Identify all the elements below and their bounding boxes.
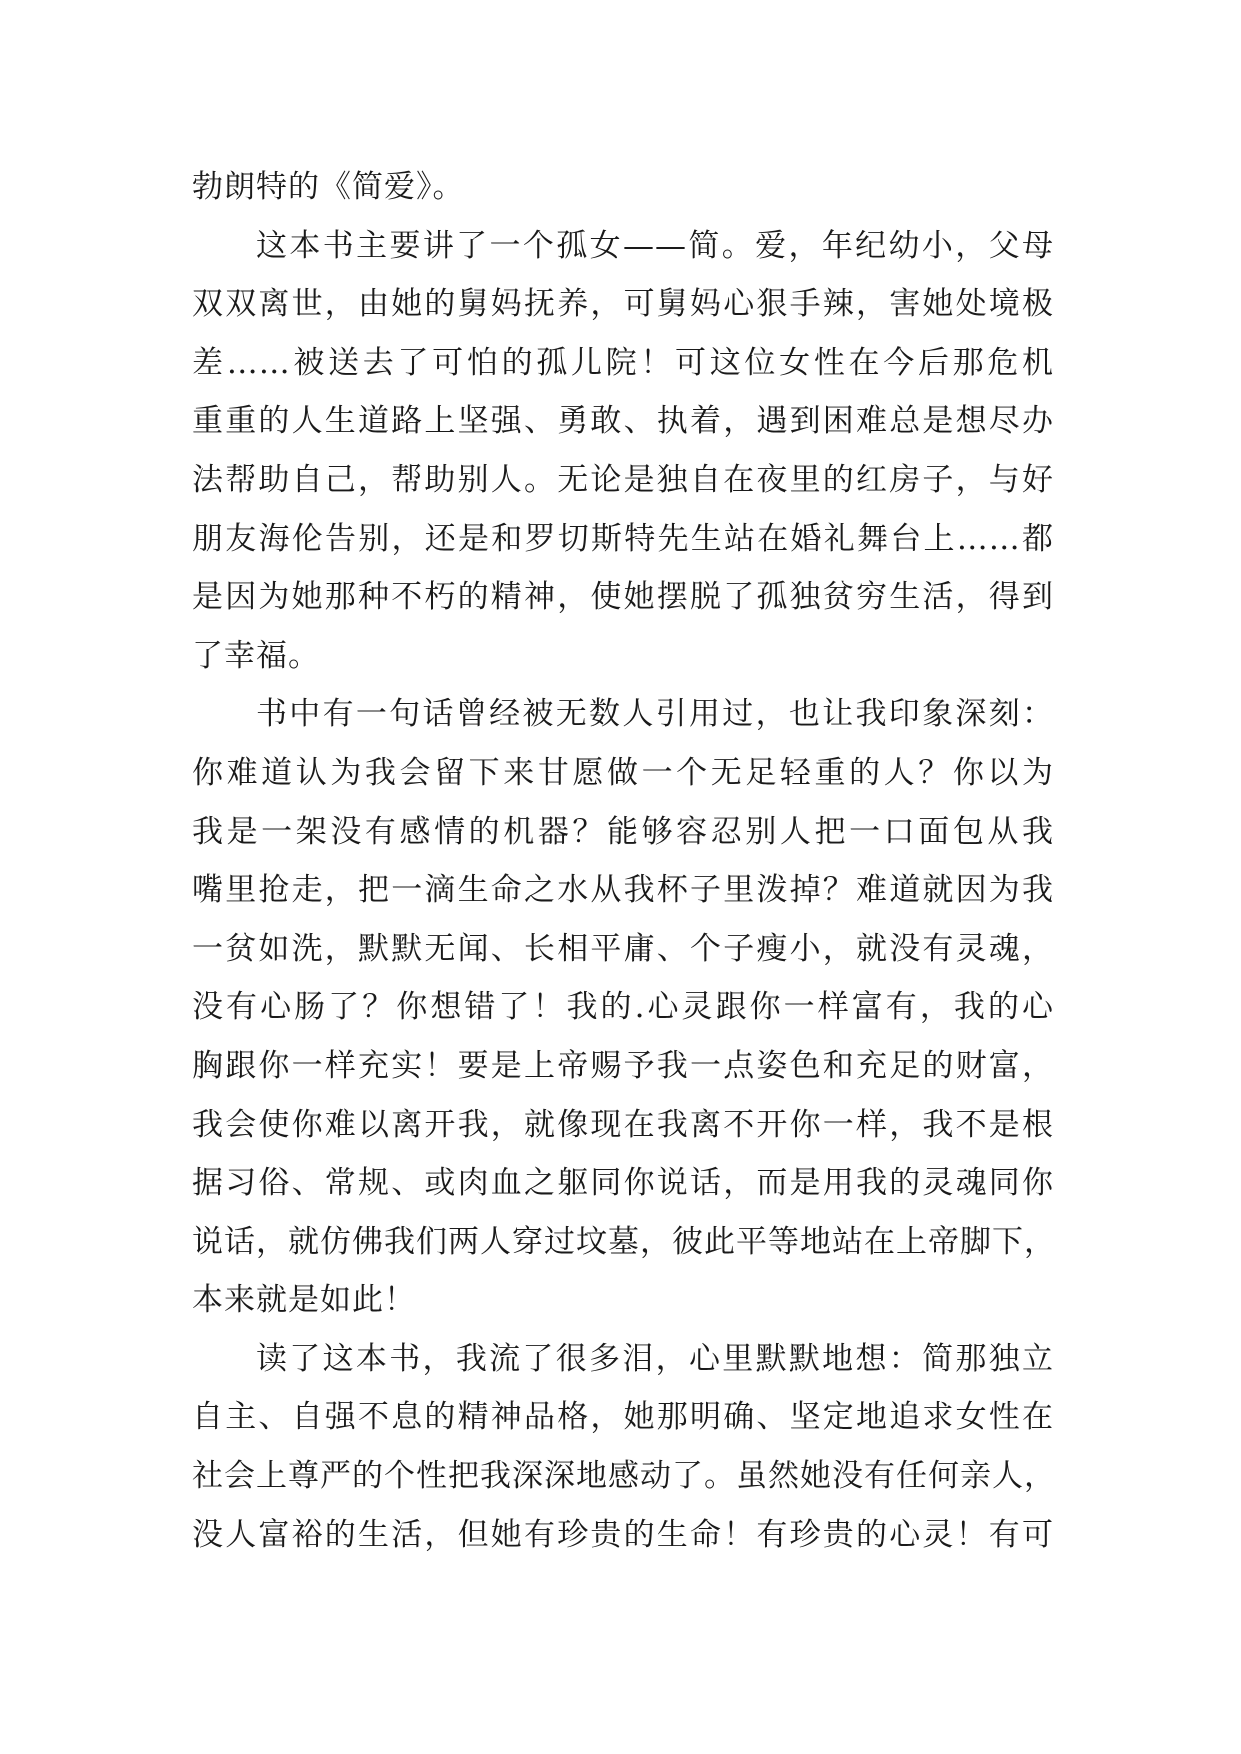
text-line: 自主、自强不息的精神品格，她那明确、坚定地追求女性在 <box>192 1399 1054 1436</box>
text-line: 双双离世，由她的舅妈抚养，可舅妈心狠手辣，害她处境极 <box>192 286 1054 323</box>
text-line: 了幸福。 <box>192 637 320 674</box>
text-line: 勃朗特的《简爱》。 <box>192 169 465 205</box>
text-line: 没人富裕的生活，但她有珍贵的生命！有珍贵的心灵！有可 <box>192 1516 1054 1553</box>
text-body <box>192 158 1054 1564</box>
text-line: 本来就是如此！ <box>192 1282 416 1319</box>
text-line: 胸跟你一样充实！要是上帝赐予我一点姿色和充足的财富， <box>192 1047 1054 1084</box>
text-line: 社会上尊严的个性把我深深地感动了。虽然她没有任何亲人， <box>192 1458 1056 1495</box>
text-line: 法帮助自己，帮助别人。无论是独自在夜里的红房子，与好 <box>192 461 1054 498</box>
text-line: 是因为她那种不朽的精神，使她摆脱了孤独贫穷生活，得到 <box>192 579 1054 616</box>
text-line: 差……被送去了可怕的孤儿院！可这位女性在今后那危机 <box>192 344 1054 381</box>
paragraph-first-line: 这本书主要讲了一个孤女——简。爱，年纪幼小，父母 <box>256 227 1054 264</box>
text-line: 我是一架没有感情的机器？能够容忍别人把一口面包从我 <box>192 813 1054 850</box>
text-line: 嘴里抢走，把一滴生命之水从我杯子里泼掉？难道就因为我 <box>192 872 1054 909</box>
text-line: 据习俗、常规、或肉血之躯同你说话，而是用我的灵魂同你 <box>192 1165 1054 1202</box>
text-line: 我会使你难以离开我，就像现在我离不开你一样，我不是根 <box>192 1106 1054 1143</box>
text-line: 重重的人生道路上坚强、勇敢、执着，遇到困难总是想尽办 <box>192 403 1054 440</box>
paragraph-first-line: 读了这本书，我流了很多泪，心里默默地想：简那独立 <box>256 1340 1054 1377</box>
text-line: 没有心肠了？你想错了！我的.心灵跟你一样富有，我的心 <box>192 989 1054 1026</box>
text-line: 朋友海伦告别，还是和罗切斯特先生站在婚礼舞台上……都 <box>192 520 1054 557</box>
text-line: 一贫如洗，默默无闻、长相平庸、个子瘦小，就没有灵魂， <box>192 930 1054 967</box>
paragraph-first-line: 书中有一句话曾经被无数人引用过，也让我印象深刻： <box>256 696 1054 733</box>
text-line: 说话，就仿佛我们两人穿过坟墓，彼此平等地站在上帝脚下， <box>192 1223 1056 1260</box>
text-line: 你难道认为我会留下来甘愿做一个无足轻重的人？你以为 <box>192 754 1054 791</box>
